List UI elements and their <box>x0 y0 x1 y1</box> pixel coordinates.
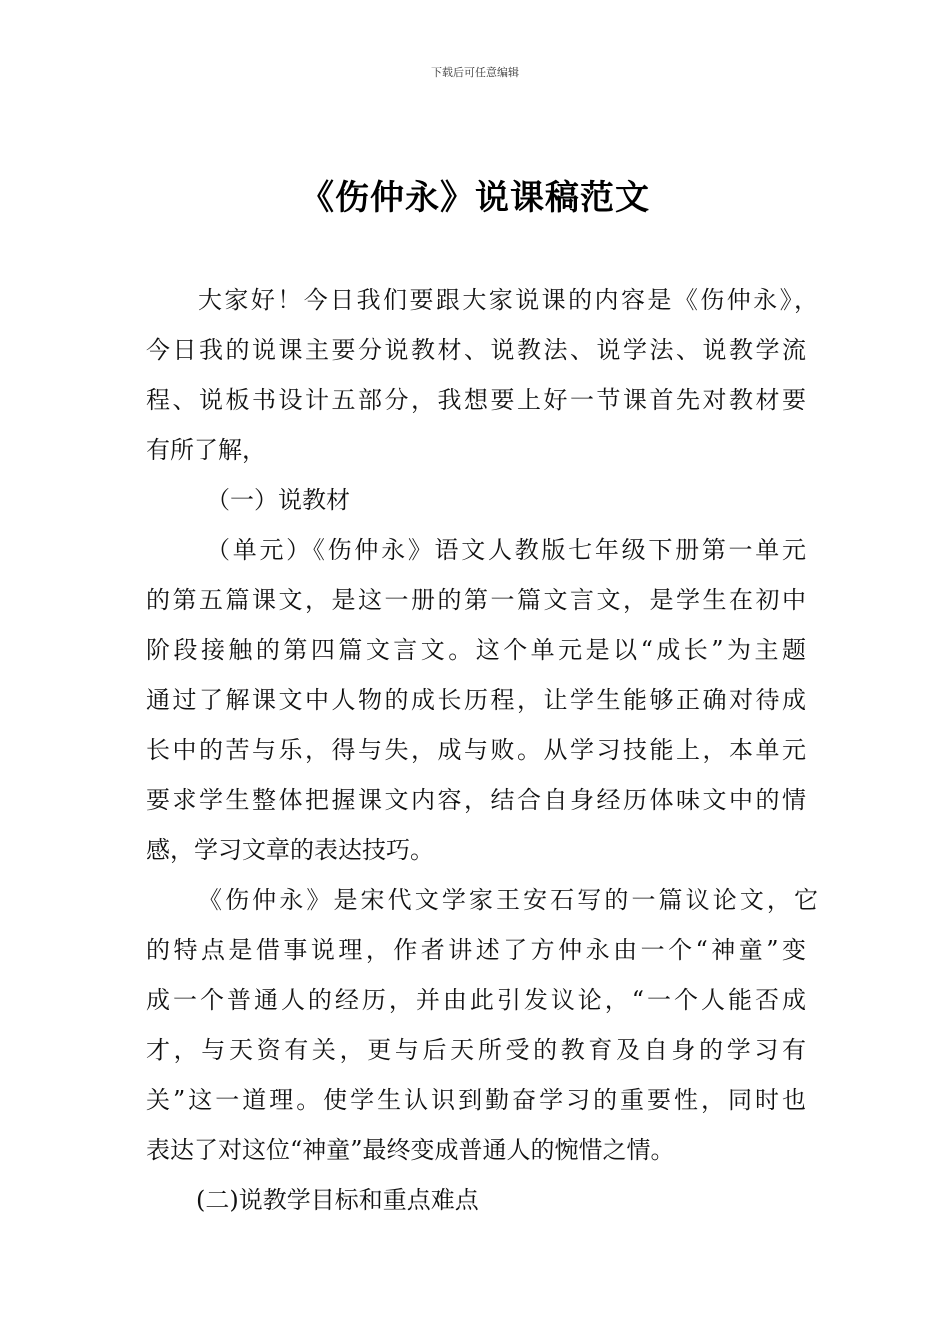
paragraph-line: 今日我的说课主要分说教材、说教法、说学法、说教学流 <box>146 336 806 364</box>
document-title: 《伤仲永》说课稿范文 <box>300 178 650 218</box>
paragraph-line: 成一个普通人的经历，并由此引发议论，“一个人能否成 <box>146 986 806 1014</box>
paragraph-line: 程、说板书设计五部分，我想要上好一节课首先对教材要 <box>146 386 806 414</box>
paragraph-line: 长中的苦与乐，得与失，成与败。从学习技能上，本单元 <box>146 736 806 764</box>
paragraph-line: 的特点是借事说理，作者讲述了方仲永由一个“神童”变 <box>146 936 806 964</box>
paragraph-line: 通过了解课文中人物的成长历程，让学生能够正确对待成 <box>146 686 806 714</box>
page-header-note: 下载后可任意编辑 <box>431 66 519 79</box>
section-heading-1: （一）说教材 <box>206 486 350 514</box>
paragraph-line: 感，学习文章的表达技巧。 <box>146 836 434 864</box>
paragraph-line: 才，与天资有关，更与后天所受的教育及自身的学习有 <box>146 1036 806 1064</box>
section-heading-2: (二)说教学目标和重点难点 <box>196 1186 479 1214</box>
paragraph-line: 表达了对这位“神童”最终变成普通人的惋惜之情。 <box>146 1136 675 1164</box>
paragraph-line: 有所了解， <box>146 436 266 464</box>
paragraph-line: 要求学生整体把握课文内容，结合自身经历体味文中的情 <box>146 786 806 814</box>
paragraph-line: 关”这一道理。使学生认识到勤奋学习的重要性，同时也 <box>146 1086 806 1114</box>
paragraph-line: 大家好！今日我们要跟大家说课的内容是《伤仲永》， <box>198 286 818 314</box>
paragraph-line: 《伤仲永》是宋代文学家王安石写的一篇议论文，它 <box>198 886 818 914</box>
paragraph-line: 的第五篇课文，是这一册的第一篇文言文，是学生在初中 <box>146 586 806 614</box>
paragraph-line: 阶段接触的第四篇文言文。这个单元是以“成长”为主题 <box>146 636 806 664</box>
paragraph-line: （单元）《伤仲永》语文人教版七年级下册第一单元 <box>206 536 806 564</box>
